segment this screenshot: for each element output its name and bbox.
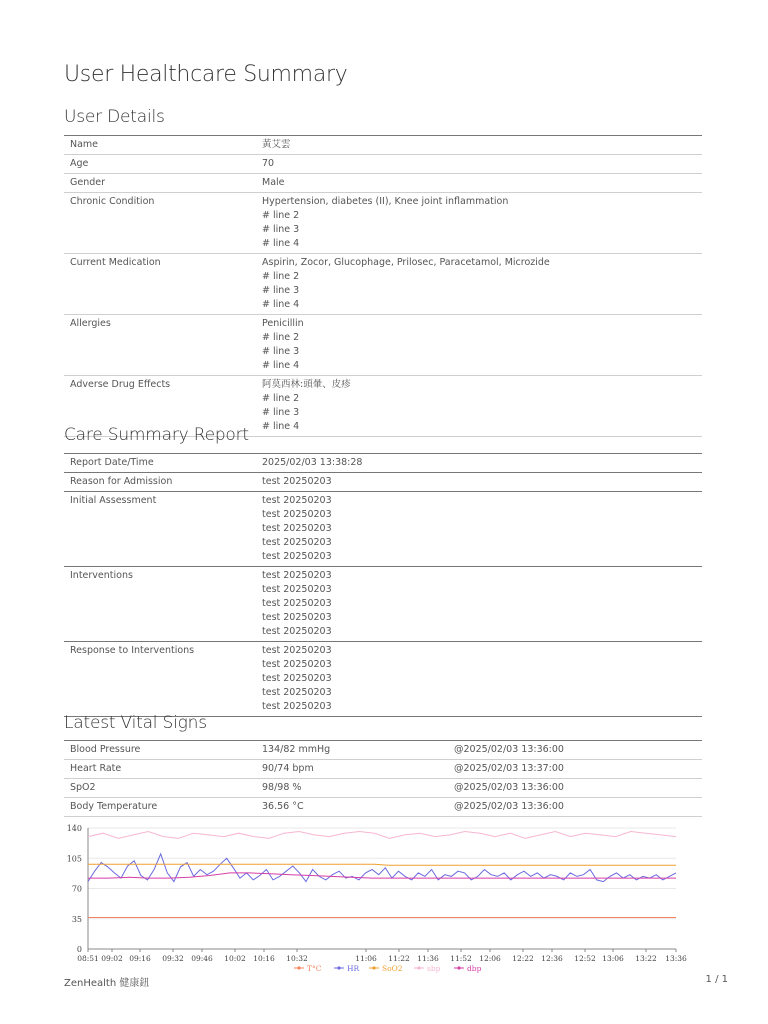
row-value-line: test 20250203: [262, 598, 332, 609]
row-label: Initial Assessment: [70, 495, 157, 506]
user-details-heading: User Details: [64, 107, 165, 127]
row-value: [256, 174, 702, 193]
vital-signs-heading: Latest Vital Signs: [64, 713, 207, 733]
row-value-line: 黃艾雲: [262, 139, 291, 150]
care-summary-table: [64, 453, 702, 717]
row-value: [256, 567, 702, 642]
x-tick-label: 11:22: [388, 954, 410, 963]
row-value-line: # line 2: [262, 393, 300, 404]
row-label: Report Date/Time: [70, 457, 154, 468]
vital-time: @2025/02/03 13:36:00: [454, 744, 564, 755]
vital-label: Blood Pressure: [70, 744, 141, 755]
table-row: [64, 193, 702, 254]
row-value-line: test 20250203: [262, 509, 332, 520]
legend-marker: [372, 966, 375, 969]
x-tick-label: 09:16: [129, 954, 151, 963]
legend-marker: [457, 966, 460, 969]
legend-marker: [297, 966, 300, 969]
x-tick-label: 10:16: [253, 954, 275, 963]
x-tick-label: 12:52: [574, 954, 596, 963]
x-tick-label: 12:36: [541, 954, 563, 963]
vital-value: 36.56 °C: [262, 801, 304, 812]
table-row: [64, 492, 702, 567]
page-title: User Healthcare Summary: [64, 62, 348, 87]
row-value: [256, 254, 702, 315]
x-tick-label: 13:36: [665, 954, 687, 963]
y-tick-label: 140: [66, 824, 82, 833]
row-value: [256, 193, 702, 254]
vital-label: Heart Rate: [70, 763, 122, 774]
series-line-3: [88, 832, 676, 839]
vital-value: 98/98 %: [262, 782, 302, 793]
x-tick-label: 10:32: [286, 954, 308, 963]
table-row: [64, 136, 702, 155]
row-label: Chronic Condition: [70, 196, 155, 207]
row-value-line: test 20250203: [262, 523, 332, 534]
row-value-line: test 20250203: [262, 495, 332, 506]
x-tick-label: 13:06: [602, 954, 624, 963]
vital-label: SpO2: [70, 782, 96, 793]
row-value-line: test 20250203: [262, 701, 332, 712]
row-label: Interventions: [70, 570, 133, 581]
legend-label: dbp: [467, 964, 482, 973]
row-value-line: test 20250203: [262, 537, 332, 548]
legend-label: sbp: [427, 964, 441, 973]
vital-value: 90/74 bpm: [262, 763, 314, 774]
row-value: [256, 454, 702, 473]
row-label: Current Medication: [70, 257, 161, 268]
legend-label: SoO2: [382, 964, 403, 973]
table-row: [64, 174, 702, 193]
row-value-line: 阿莫西林:頭暈、皮疹: [262, 379, 351, 390]
vital-time: @2025/02/03 13:36:00: [454, 782, 564, 793]
row-value-line: # line 2: [262, 271, 300, 282]
row-value-line: test 20250203: [262, 584, 332, 595]
row-value-line: # line 3: [262, 346, 300, 357]
care-summary-heading: Care Summary Report: [64, 425, 249, 445]
row-value-line: Penicillin: [262, 318, 304, 329]
vital-value: 134/82 mmHg: [262, 744, 331, 755]
row-value: [256, 473, 702, 492]
legend-marker: [337, 966, 340, 969]
row-value-line: Hypertension, diabetes (II), Knee joint inflammation: [262, 196, 509, 207]
user-details-table: [64, 135, 702, 437]
row-label: Name: [70, 139, 99, 150]
vital-time: @2025/02/03 13:36:00: [454, 801, 564, 812]
x-tick-label: 11:52: [450, 954, 472, 963]
page-number: 1 / 1: [705, 974, 728, 985]
row-value-line: # line 4: [262, 360, 300, 371]
table-row: [64, 642, 702, 717]
row-value-line: 70: [262, 158, 275, 169]
row-value-line: test 20250203: [262, 551, 332, 562]
row-value-line: # line 4: [262, 238, 300, 249]
row-value-line: test 20250203: [262, 476, 332, 487]
row-value-line: # line 3: [262, 285, 300, 296]
x-tick-label: 10:02: [224, 954, 246, 963]
table-row: [64, 798, 702, 817]
row-value-line: # line 4: [262, 299, 300, 310]
table-row: [64, 315, 702, 376]
row-value: [256, 492, 702, 567]
table-row: [64, 741, 702, 760]
row-value-line: # line 3: [262, 407, 300, 418]
x-tick-label: 11:36: [417, 954, 439, 963]
y-tick-label: 105: [66, 854, 82, 864]
row-value: [256, 642, 702, 717]
vital-signs-table: [64, 740, 702, 817]
x-tick-label: 09:46: [191, 954, 213, 963]
row-value-line: Male: [262, 177, 285, 188]
table-row: [64, 155, 702, 174]
x-tick-label: 12:22: [512, 954, 534, 963]
row-label: Response to Interventions: [70, 645, 195, 656]
x-tick-label: 09:32: [162, 954, 184, 963]
row-value-line: test 20250203: [262, 673, 332, 684]
row-label: Gender: [70, 177, 106, 188]
row-value: [256, 376, 702, 437]
row-value: [256, 155, 702, 174]
row-value-line: test 20250203: [262, 687, 332, 698]
legend-marker: [417, 966, 420, 969]
y-tick-label: 0: [76, 945, 82, 954]
row-value-line: test 20250203: [262, 659, 332, 670]
vital-signs-chart: [64, 816, 704, 976]
row-value-line: Aspirin, Zocor, Glucophage, Prilosec, Paracetamol, Microzide: [262, 257, 550, 268]
table-row: [64, 473, 702, 492]
x-tick-label: 08:51: [77, 954, 99, 963]
legend-label: T°C: [307, 964, 322, 973]
table-row: [64, 567, 702, 642]
row-value-line: # line 2: [262, 332, 300, 343]
table-row: [64, 254, 702, 315]
row-value-line: 2025/02/03 13:38:28: [262, 457, 363, 468]
row-value-line: test 20250203: [262, 645, 332, 656]
x-tick-label: 12:06: [479, 954, 501, 963]
row-value-line: test 20250203: [262, 570, 332, 581]
x-tick-label: 13:22: [635, 954, 657, 963]
row-value: [256, 315, 702, 376]
row-value-line: test 20250203: [262, 612, 332, 623]
series-line-2: [88, 864, 676, 865]
table-row: [64, 454, 702, 473]
y-tick-label: 70: [71, 884, 82, 894]
row-value: [256, 136, 702, 155]
vital-label: Body Temperature: [70, 801, 158, 812]
row-value-line: # line 4: [262, 421, 300, 432]
footer-brand: ZenHealth 健康鈕: [64, 978, 150, 989]
row-label: Reason for Admission: [70, 476, 173, 487]
row-label: Age: [70, 158, 89, 169]
x-tick-label: 09:02: [101, 954, 123, 963]
row-value-line: test 20250203: [262, 626, 332, 637]
row-label: Allergies: [70, 318, 111, 329]
x-tick-label: 11:06: [355, 954, 377, 963]
vital-time: @2025/02/03 13:37:00: [454, 763, 564, 774]
legend-label: HR: [347, 964, 360, 973]
table-row: [64, 779, 702, 798]
row-value-line: # line 2: [262, 210, 300, 221]
y-tick-label: 35: [71, 914, 82, 924]
row-value-line: # line 3: [262, 224, 300, 235]
table-row: [64, 760, 702, 779]
row-label: Adverse Drug Effects: [70, 379, 171, 390]
